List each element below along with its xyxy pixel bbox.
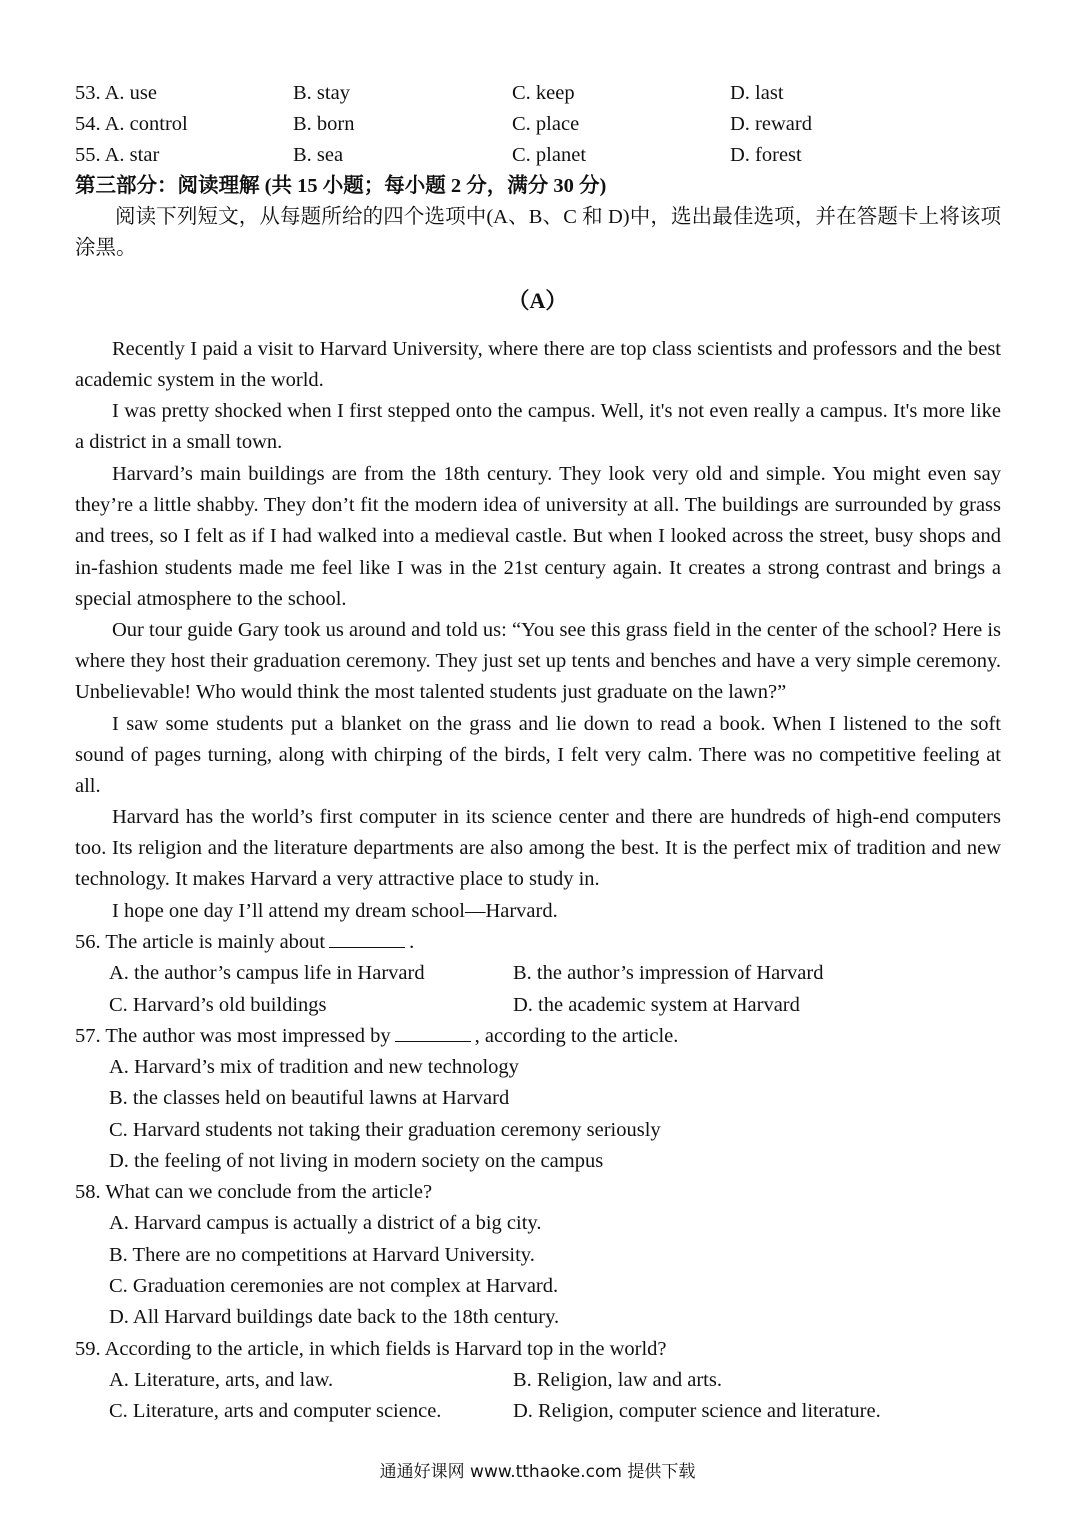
question-59-option-b: B. Religion, law and arts.	[513, 1369, 722, 1391]
question-59-option-c: C. Literature, arts and computer science.	[109, 1400, 442, 1422]
option-54-d: D. reward	[730, 113, 812, 135]
option-54-c: C. place	[512, 113, 580, 135]
question-56-text-end: .	[409, 931, 415, 953]
question-58-option-d: D. All Harvard buildings date back to the 18th century.	[109, 1306, 560, 1328]
question-56-text: 56. The article is mainly about	[75, 931, 326, 953]
option-53-a: 53. A. use	[75, 82, 157, 104]
question-58-stem: 58. What can we conclude from the article?	[75, 1181, 433, 1203]
answer-blank	[395, 1021, 471, 1042]
vocab-row-53	[75, 78, 1001, 109]
vocab-row-55	[75, 140, 1001, 171]
passage-paragraph-2: I was pretty shocked when I first stepped onto the campus. Well, it's not even really a campus. It's more like a district in a small town.	[75, 400, 1001, 454]
option-55-d: D. forest	[730, 144, 802, 166]
question-59-stem: 59. According to the article, in which fields is Harvard top in the world?	[75, 1338, 667, 1360]
option-55-b: B. sea	[293, 144, 344, 166]
question-57-option-c: C. Harvard students not taking their graduation ceremony seriously	[109, 1119, 661, 1141]
option-55-a: 55. A. star	[75, 144, 160, 166]
question-57-option-b: B. the classes held on beautiful lawns at Harvard	[109, 1087, 510, 1109]
answer-blank	[329, 927, 405, 948]
question-57-option-a: A. Harvard’s mix of tradition and new technology	[109, 1056, 519, 1078]
question-57-text: 57. The author was most impressed by	[75, 1025, 391, 1047]
option-54-b: B. born	[293, 113, 355, 135]
question-57-stem	[75, 1021, 1001, 1052]
option-55-c: C. planet	[512, 144, 587, 166]
option-54-a: 54. A. control	[75, 113, 188, 135]
passage-paragraph-1: Recently I paid a visit to Harvard University, where there are top class scientists and professors and the best academic system in the world.	[75, 338, 1001, 392]
passage-paragraph-7: I hope one day I’ll attend my dream school—Harvard.	[112, 900, 558, 922]
question-58-option-c: C. Graduation ceremonies are not complex at Harvard.	[109, 1275, 559, 1297]
question-57-text-end: , according to the article.	[474, 1025, 679, 1047]
question-59-option-d: D. Religion, computer science and literature.	[513, 1400, 881, 1422]
question-57-option-d: D. the feeling of not living in modern society on the campus	[109, 1150, 604, 1172]
vocab-row-54	[75, 109, 1001, 140]
passage-paragraph-5: I saw some students put a blanket on the grass and lie down to read a book. When I listened to the soft sound of pages turning, along with chirping of the birds, I felt very calm. There was no competitive feeling at all.	[75, 713, 1001, 798]
question-56-stem	[75, 927, 1001, 958]
instructions: 阅读下列短文，从每题所给的四个选项中(A、B、C 和 D)中，选出最佳选项，并在答题卡上将该项涂黑。	[75, 206, 1001, 259]
passage-title: （A）	[507, 288, 568, 313]
option-53-b: B. stay	[293, 82, 350, 104]
question-56-option-a: A. the author’s campus life in Harvard	[109, 962, 425, 984]
question-59-option-a: A. Literature, arts, and law.	[109, 1369, 334, 1391]
question-56-option-c: C. Harvard’s old buildings	[109, 994, 327, 1016]
passage-paragraph-6: Harvard has the world’s first computer in its science center and there are hundreds of high-end computers too. Its religion and the literature departments are also among the best. It is the perfect mix of tradition and new technology. It makes Harvard a very attractive place to study in.	[75, 806, 1001, 891]
option-53-d: D. last	[730, 82, 784, 104]
passage-paragraph-4: Our tour guide Gary took us around and told us: “You see this grass field in the center of the school? Here is where they host their graduation ceremony. They just set up tents and benches and have a very simple ceremony. Unbelievable! Who would think the most talented students just graduate on the lawn?”	[75, 619, 1001, 704]
question-56-option-d: D. the academic system at Harvard	[513, 994, 800, 1016]
question-56-option-b: B. the author’s impression of Harvard	[513, 962, 824, 984]
section-heading: 第三部分：阅读理解 (共 15 小题；每小题 2 分，满分 30 分)	[75, 175, 607, 197]
question-58-option-a: A. Harvard campus is actually a district of a big city.	[109, 1212, 542, 1234]
page-footer: 通通好课网 www.tthaoke.com 提供下载	[379, 1462, 696, 1482]
option-53-c: C. keep	[512, 82, 575, 104]
question-58-option-b: B. There are no competitions at Harvard University.	[109, 1244, 535, 1266]
passage-paragraph-3: Harvard’s main buildings are from the 18th century. They look very old and simple. You might even say they’re a little shabby. They don’t fit the modern idea of university at all. The buildings are surrounded by grass and trees, so I felt as if I had walked into a medieval castle. But when I looked across the street, busy shops and in-fashion students made me feel like I was in the 21st century again. It creates a strong contrast and brings a special atmosphere to the school.	[75, 463, 1001, 610]
